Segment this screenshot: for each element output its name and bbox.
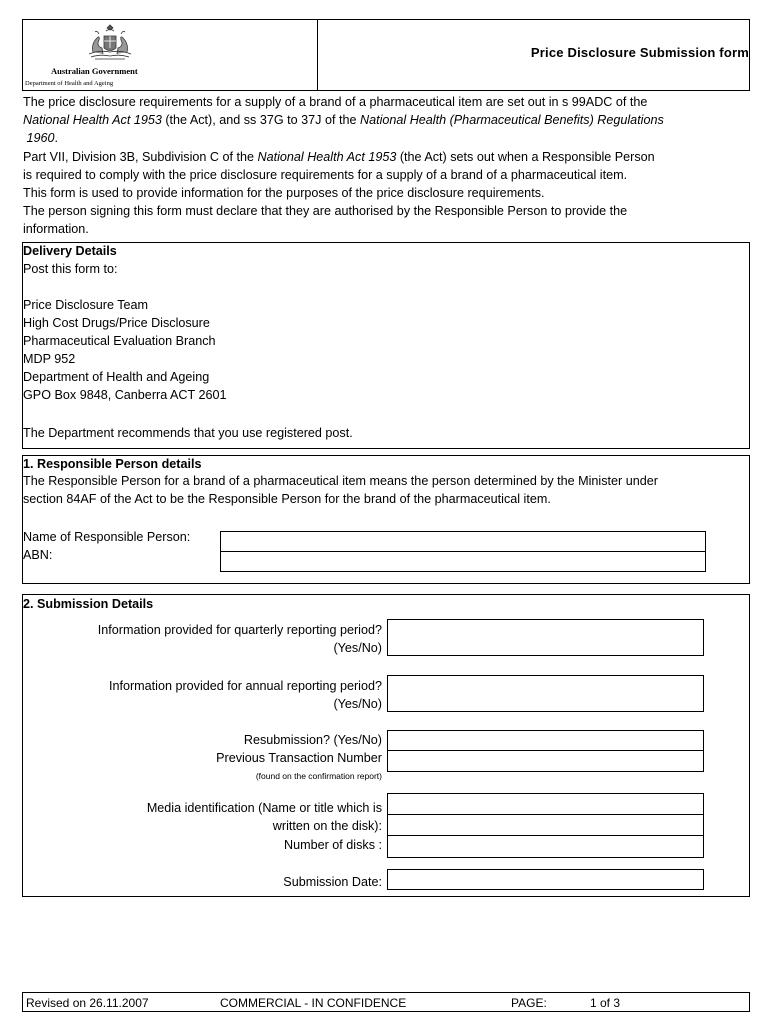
intro-text	[23, 93, 753, 239]
previous-transaction-note: (found on the confirmation report)	[255, 771, 382, 781]
resubmission-field[interactable]	[387, 730, 704, 751]
revised-date: Revised on 26.11.2007	[26, 996, 149, 1010]
responsible-heading: 1. Responsible Person details	[23, 457, 202, 471]
annual-field[interactable]	[387, 675, 704, 712]
annual-label: Information provided for annual reporting period?	[108, 679, 382, 693]
form-header	[22, 19, 750, 91]
government-logo-block	[23, 20, 318, 90]
submission-heading: 2. Submission Details	[23, 597, 154, 611]
annual-yesno-label: (Yes/No)	[333, 697, 382, 711]
page-footer	[22, 992, 750, 1012]
submission-details-section	[22, 594, 750, 897]
abn-label: ABN:	[23, 548, 53, 562]
media-identification-label-2: written on the disk):	[272, 819, 382, 833]
abn-field[interactable]	[220, 551, 706, 572]
form-title: Price Disclosure Submission form	[530, 45, 749, 60]
delivery-details-section	[22, 242, 750, 449]
intro-paragraph-2: Part VII, Division 3B, Subdivision C of the National Health Act 1953 (the Act) sets out when a Responsible Person is required to comply with the price disclosure requirements for a supply of a brand of a pharmaceutical item.	[23, 149, 655, 182]
address-line: Price Disclosure Team	[23, 298, 149, 312]
page-label: PAGE:	[511, 996, 547, 1010]
registered-post-note: The Department recommends that you use registered post.	[23, 426, 353, 440]
address-line: High Cost Drugs/Price Disclosure	[23, 316, 210, 330]
intro-paragraph-4: The person signing this form must declare that they are authorised by the Responsible Person to provide the information.	[23, 204, 628, 237]
quarterly-field[interactable]	[387, 619, 704, 656]
coat-of-arms-icon	[85, 24, 135, 62]
address-line: GPO Box 9848, Canberra ACT 2601	[23, 388, 227, 402]
media-identification-field-2[interactable]	[387, 814, 704, 836]
previous-transaction-field[interactable]	[387, 750, 704, 772]
address-line: Pharmaceutical Evaluation Branch	[23, 334, 216, 348]
government-name: Australian Government	[51, 66, 138, 76]
page-number: 1 of 3	[590, 996, 621, 1010]
media-identification-label: Media identification (Name or title which is	[146, 801, 382, 815]
quarterly-yesno-label: (Yes/No)	[333, 641, 382, 655]
delivery-heading: Delivery Details	[23, 244, 117, 258]
responsible-person-section	[22, 455, 750, 584]
media-identification-field[interactable]	[387, 793, 704, 815]
classification-label: COMMERCIAL - IN CONFIDENCE	[220, 996, 407, 1010]
responsible-name-label: Name of Responsible Person:	[23, 530, 191, 544]
intro-paragraph-3: This form is used to provide information for the purposes of the price disclosure requirements.	[23, 186, 545, 201]
resubmission-label: Resubmission? (Yes/No)	[243, 733, 382, 747]
quarterly-label: Information provided for quarterly reporting period?	[97, 623, 382, 637]
responsible-name-field[interactable]	[220, 531, 706, 552]
address-line: MDP 952	[23, 352, 76, 366]
number-of-disks-field[interactable]	[387, 835, 704, 858]
responsible-description: section 84AF of the Act to be the Responsible Person for the brand of the pharmaceutical item.	[23, 492, 551, 506]
previous-transaction-label: Previous Transaction Number	[216, 751, 382, 765]
department-name: Department of Health and Ageing	[25, 80, 114, 87]
post-to-label: Post this form to:	[23, 262, 118, 276]
number-of-disks-label: Number of disks :	[284, 838, 382, 852]
address-line: Department of Health and Ageing	[23, 370, 210, 384]
responsible-description: The Responsible Person for a brand of a pharmaceutical item means the person determined by the Minister under	[23, 474, 658, 488]
submission-date-label: Submission Date:	[283, 875, 382, 889]
intro-paragraph-1: The price disclosure requirements for a supply of a brand of a pharmaceutical item are set out in s 99ADC of the National Health Act 1953 (the Act), and ss 37G to 37J of the National Health (Pharmaceutical Benefits) Regulations 1960.	[23, 95, 664, 146]
submission-date-field[interactable]	[387, 869, 704, 890]
